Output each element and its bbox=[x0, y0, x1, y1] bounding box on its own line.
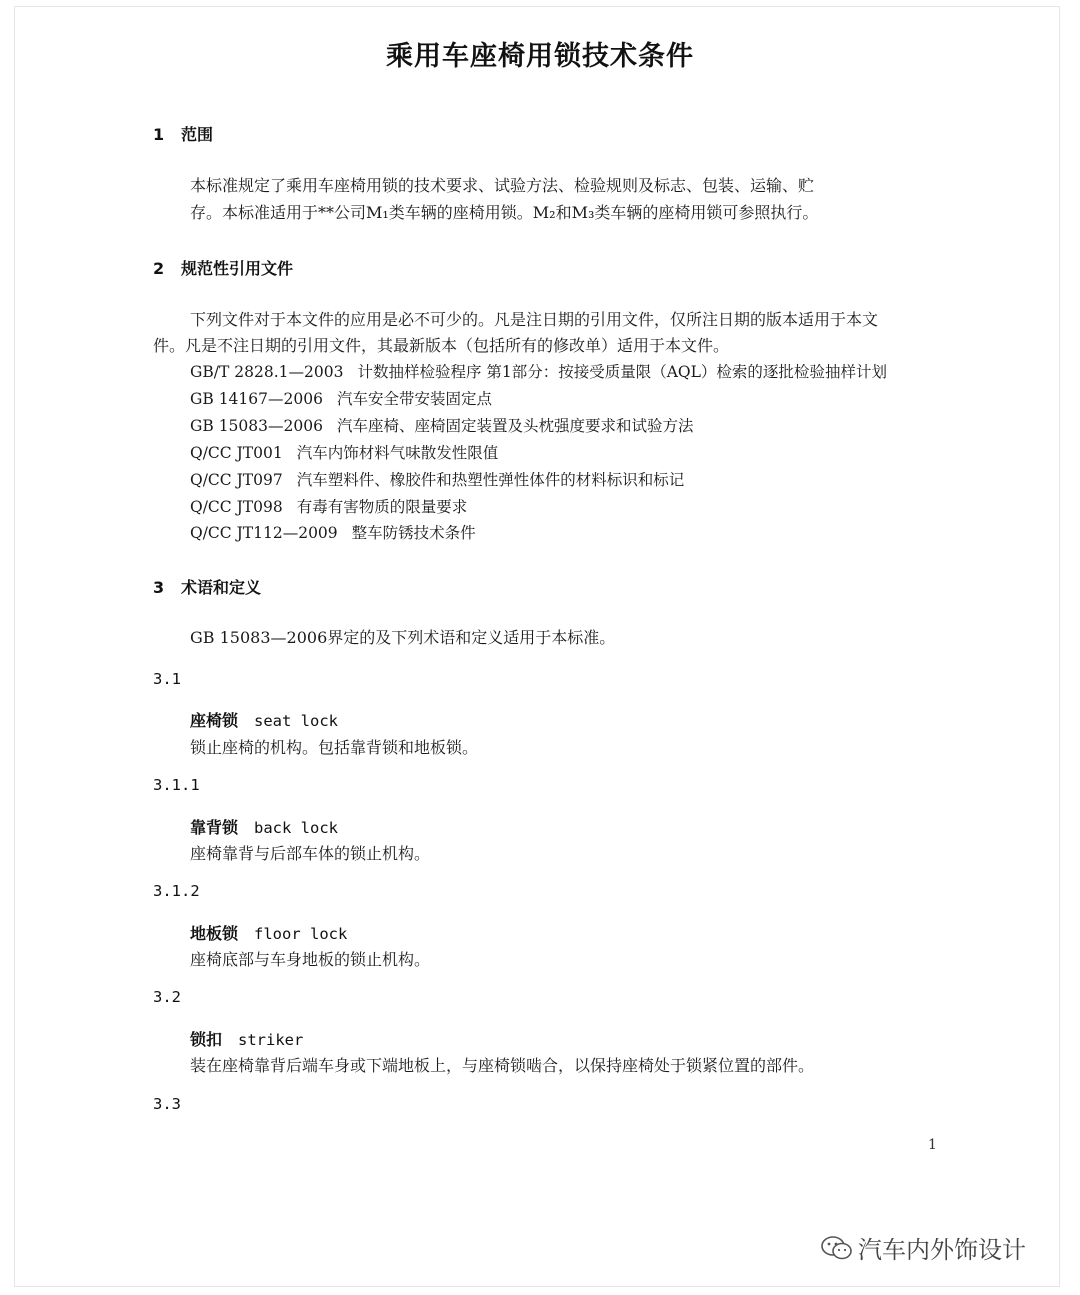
section-1-para-line-2: 存。本标准适用于**公司M₁类车辆的座椅用锁。M₂和M₃类车辆的座椅用锁可参照执行。 bbox=[190, 203, 819, 222]
term-heading bbox=[190, 921, 347, 944]
term-number: 3.3 bbox=[153, 1095, 181, 1113]
reference-title: 汽车座椅、座椅固定装置及头枕强度要求和试验方法 bbox=[336, 417, 694, 435]
section-2-para-line-2: 件。凡是不注日期的引用文件，其最新版本（包括所有的修改单）适用于本文件。 bbox=[153, 336, 730, 355]
term-number: 3.1.1 bbox=[153, 776, 200, 794]
reference-item bbox=[190, 521, 476, 543]
term-zh: 锁扣 bbox=[190, 1030, 223, 1049]
term-en: floor lock bbox=[254, 925, 348, 943]
section-1-title: 范围 bbox=[181, 125, 214, 144]
reference-code: Q/CC JT001 bbox=[190, 444, 283, 462]
term-definition: 座椅底部与车身地板的锁止机构。 bbox=[190, 950, 431, 969]
reference-code: GB 14167—2006 bbox=[190, 390, 323, 408]
reference-code: GB 15083—2006 bbox=[190, 417, 323, 435]
term-zh: 座椅锁 bbox=[190, 711, 239, 730]
section-1-para-line-1: 本标准规定了乘用车座椅用锁的技术要求、试验方法、检验规则及标志、包装、运输、贮 bbox=[190, 176, 815, 195]
section-3-intro: GB 15083—2006界定的及下列术语和定义适用于本标准。 bbox=[190, 628, 616, 647]
reference-title: 汽车安全带安装固定点 bbox=[336, 390, 492, 408]
reference-title: 汽车塑料件、橡胶件和热塑性弹性体件的材料标识和标记 bbox=[296, 471, 685, 489]
section-1-heading bbox=[153, 122, 213, 145]
section-2-number: 2 bbox=[153, 259, 165, 278]
document-title: 乘用车座椅用锁技术条件 bbox=[386, 41, 694, 72]
reference-item bbox=[190, 468, 684, 490]
reference-item bbox=[190, 495, 467, 517]
reference-title: 汽车内饰材料气味散发性限值 bbox=[296, 444, 499, 462]
term-zh: 地板锁 bbox=[190, 924, 239, 943]
section-3-heading bbox=[153, 575, 261, 598]
reference-item bbox=[190, 441, 498, 463]
term-number: 3.1 bbox=[153, 670, 181, 688]
watermark-text: 汽车内外饰设计 bbox=[858, 1236, 1026, 1264]
term-zh: 靠背锁 bbox=[190, 818, 239, 837]
reference-item bbox=[190, 414, 693, 436]
reference-code: GB/T 2828.1—2003 bbox=[190, 363, 344, 381]
section-1-number: 1 bbox=[153, 125, 165, 144]
term-en: back lock bbox=[254, 819, 339, 837]
section-2-title: 规范性引用文件 bbox=[181, 259, 294, 278]
term-definition: 座椅靠背与后部车体的锁止机构。 bbox=[190, 844, 431, 863]
term-definition: 锁止座椅的机构。包括靠背锁和地板锁。 bbox=[190, 738, 479, 757]
term-heading bbox=[190, 708, 338, 731]
wechat-logo-icon bbox=[820, 1234, 854, 1268]
section-3-number: 3 bbox=[153, 578, 165, 597]
section-2-heading bbox=[153, 256, 293, 279]
term-en: striker bbox=[238, 1031, 304, 1049]
page-number: 1 bbox=[928, 1137, 937, 1153]
term-number: 3.2 bbox=[153, 988, 181, 1006]
reference-code: Q/CC JT097 bbox=[190, 471, 283, 489]
reference-title: 计数抽样检验程序 第1部分：按接受质量限（AQL）检索的逐批检验抽样计划 bbox=[357, 363, 887, 381]
reference-code: Q/CC JT112—2009 bbox=[190, 524, 338, 542]
term-heading bbox=[190, 1027, 303, 1050]
reference-item bbox=[190, 387, 492, 409]
watermark bbox=[820, 1230, 1026, 1268]
section-2-para-line-1: 下列文件对于本文件的应用是必不可少的。凡是注日期的引用文件，仅所注日期的版本适用于本文 bbox=[190, 310, 879, 329]
reference-title: 有毒有害物质的限量要求 bbox=[296, 498, 468, 516]
reference-title: 整车防锈技术条件 bbox=[351, 524, 476, 542]
reference-item bbox=[190, 360, 887, 382]
term-en: seat lock bbox=[254, 712, 339, 730]
reference-code: Q/CC JT098 bbox=[190, 498, 283, 516]
section-3-title: 术语和定义 bbox=[181, 578, 262, 597]
term-definition: 装在座椅靠背后端车身或下端地板上，与座椅锁啮合，以保持座椅处于锁紧位置的部件。 bbox=[190, 1056, 815, 1075]
term-heading bbox=[190, 815, 338, 838]
term-number: 3.1.2 bbox=[153, 882, 200, 900]
